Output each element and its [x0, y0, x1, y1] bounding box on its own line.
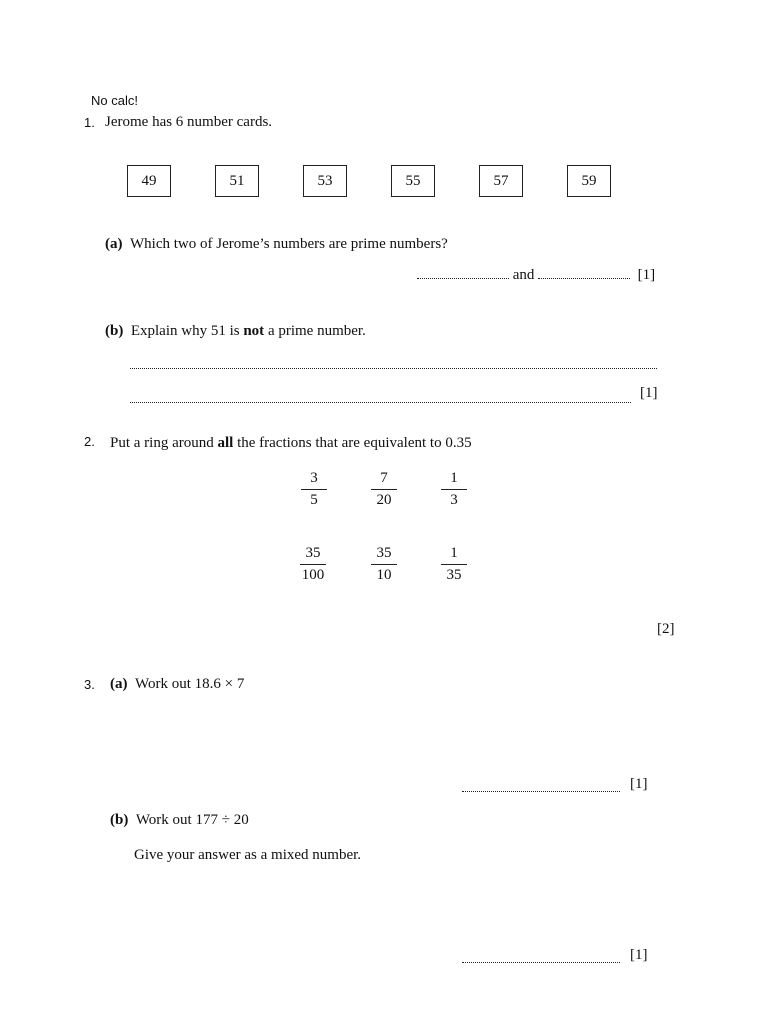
question-2-number: 2. — [84, 434, 95, 449]
marks: [1] — [640, 385, 658, 401]
question-2-text — [110, 435, 472, 452]
numerator: 7 — [380, 470, 388, 486]
question-2-text-start: Put a ring around — [110, 435, 218, 451]
numerator: 3 — [310, 470, 318, 486]
question-1-text: Jerome has 6 number cards. — [105, 114, 273, 130]
part-label: (b) — [105, 323, 124, 339]
fraction-option[interactable] — [367, 469, 401, 509]
answer-blank[interactable] — [538, 277, 630, 279]
part-label: (b) — [110, 812, 129, 828]
answer-line[interactable] — [462, 962, 620, 963]
denominator: 20 — [376, 492, 392, 508]
marks: [1] — [637, 267, 656, 283]
fraction-bar — [371, 489, 397, 490]
question-1b-text: Explain why 51 is — [130, 323, 244, 339]
answer-line[interactable] — [462, 791, 620, 792]
question-3a — [110, 676, 244, 693]
number-card: 59 — [567, 165, 611, 197]
number-card: 53 — [303, 165, 347, 197]
number-card: 49 — [127, 165, 171, 197]
no-calc-note: No calc! — [91, 93, 138, 108]
numerator: 1 — [450, 470, 458, 486]
fraction-bar — [300, 564, 326, 565]
question-1a-text: Which two of Jerome’s numbers are prime numbers? — [130, 236, 448, 252]
number-card: 55 — [391, 165, 435, 197]
question-3-number: 3. — [84, 677, 95, 692]
marks: [1] — [630, 947, 648, 963]
fraction-option[interactable] — [296, 544, 330, 584]
answer-blank[interactable] — [417, 277, 509, 279]
part-label: (a) — [110, 676, 128, 692]
question-3b — [110, 812, 249, 829]
fraction-option[interactable] — [437, 544, 471, 584]
answer-line[interactable] — [130, 402, 631, 403]
marks: [2] — [657, 621, 675, 637]
answer-line[interactable] — [130, 368, 657, 369]
fraction-option[interactable] — [297, 469, 331, 509]
number-card: 51 — [215, 165, 259, 197]
question-3a-text: Work out 18.6 × 7 — [135, 676, 245, 692]
question-1b — [105, 323, 366, 340]
fraction-bar — [441, 564, 467, 565]
question-3b-text: Work out 177 ÷ 20 — [135, 812, 249, 828]
question-1b-text-end: a prime number. — [264, 323, 366, 339]
question-2-text-end: the fractions that are equivalent to 0.35 — [233, 435, 472, 451]
answer-connector: and — [512, 267, 535, 283]
question-1a — [105, 236, 448, 253]
denominator: 35 — [446, 567, 462, 583]
numerator: 35 — [376, 545, 392, 561]
fraction-option[interactable] — [367, 544, 401, 584]
fraction-bar — [371, 564, 397, 565]
question-3b-instruction: Give your answer as a mixed number. — [134, 847, 362, 863]
fraction-bar — [441, 489, 467, 490]
denominator: 3 — [450, 492, 458, 508]
denominator: 10 — [376, 567, 392, 583]
emphasis: all — [217, 435, 234, 451]
fraction-option[interactable] — [437, 469, 471, 509]
marks: [1] — [630, 776, 648, 792]
numerator: 1 — [450, 545, 458, 561]
emphasis: not — [243, 323, 265, 339]
part-label: (a) — [105, 236, 123, 252]
number-card: 57 — [479, 165, 523, 197]
denominator: 5 — [310, 492, 318, 508]
question-1-number: 1. — [84, 115, 95, 130]
denominator: 100 — [301, 567, 325, 583]
fraction-bar — [301, 489, 327, 490]
numerator: 35 — [305, 545, 321, 561]
answer-line-1a — [417, 267, 655, 284]
